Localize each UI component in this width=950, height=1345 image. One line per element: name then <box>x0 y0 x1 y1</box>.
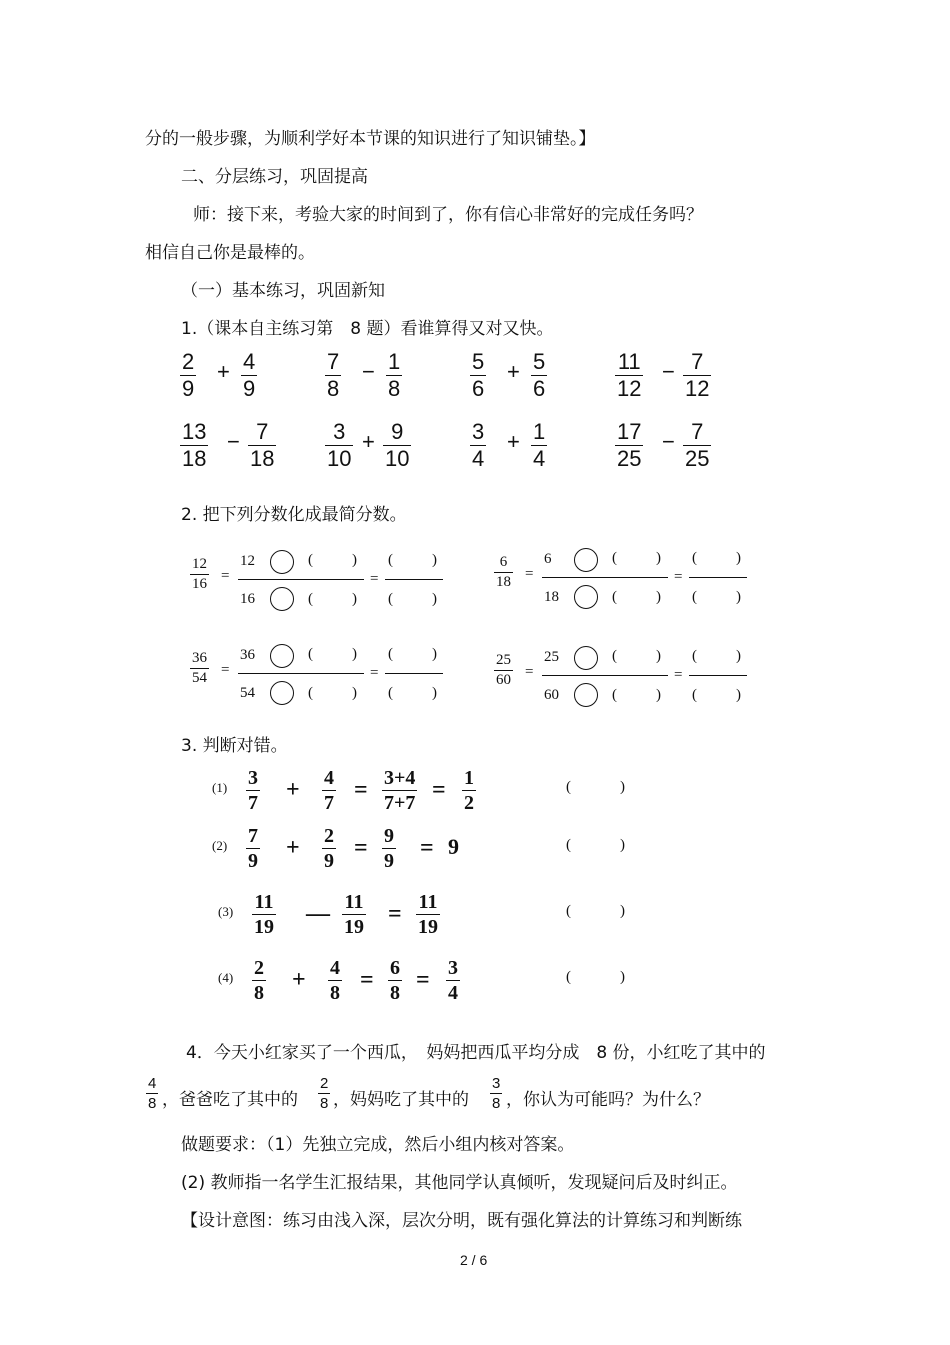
blank-circle-top <box>270 644 294 668</box>
equals-sign: = <box>360 967 374 993</box>
denominator: 18 <box>496 574 511 590</box>
fraction-b <box>386 351 402 400</box>
operator: + <box>362 429 375 454</box>
equals-sign: = <box>388 901 402 927</box>
numerator: 3+4 <box>384 767 416 789</box>
answer-right-paren: ) <box>620 903 625 919</box>
fraction-bar <box>388 980 402 981</box>
right-paren: ) <box>352 646 357 662</box>
numerator: 5 <box>533 349 546 374</box>
fraction-b <box>342 892 366 937</box>
denominator: 19 <box>418 916 438 938</box>
requirement-1: 做题要求：（1）先独立完成，然后小组内核对答案。 <box>181 1135 575 1155</box>
numerator: 6 <box>499 554 508 570</box>
left-paren: ( <box>388 685 393 701</box>
right-paren: ) <box>352 591 357 607</box>
left-paren: ( <box>388 591 393 607</box>
numerator: 6 <box>390 957 400 979</box>
fraction-bar <box>416 914 440 915</box>
text-question: ，你认为可能吗？为什么？ <box>506 1090 710 1110</box>
fraction-bar <box>246 790 260 791</box>
denominator: 8 <box>388 376 401 401</box>
text-dad: ，爸爸吃了其中的 <box>162 1090 298 1110</box>
answer-bar <box>689 577 747 578</box>
right-paren: ) <box>736 589 741 605</box>
fraction-b <box>241 351 257 400</box>
item-label: (4) <box>218 970 234 985</box>
equals-sign: = <box>354 835 368 861</box>
fraction-b <box>683 351 711 400</box>
operator: + <box>292 967 306 993</box>
given-fraction <box>190 557 209 592</box>
denominator: 7+7 <box>384 792 416 814</box>
numerator: 3 <box>492 1075 501 1092</box>
fraction-bar <box>382 790 417 791</box>
denominator: 54 <box>240 685 255 701</box>
denominator: 9 <box>324 850 334 872</box>
right-paren: ) <box>656 687 661 703</box>
left-paren: ( <box>612 589 617 605</box>
middle-fraction <box>382 768 417 813</box>
numerator: 36 <box>240 647 255 663</box>
denominator: 8 <box>327 376 340 401</box>
equals-sign: = <box>674 667 683 683</box>
fraction-a <box>325 351 341 400</box>
fraction-a <box>252 958 266 1003</box>
blank-circle-bottom <box>574 585 598 609</box>
right-paren: ) <box>352 552 357 568</box>
fraction-bar <box>252 914 276 915</box>
question-4-text: 4．今天小红家买了一个西瓜， 妈妈把西瓜平均分成 8 份，小红吃了其中的 <box>186 1043 766 1063</box>
fraction-b <box>531 421 547 470</box>
answer-left-paren: ( <box>566 903 571 919</box>
numerator: 13 <box>182 419 207 444</box>
denominator: 6 <box>533 376 546 401</box>
result-fraction <box>446 958 460 1003</box>
fraction-b <box>531 351 547 400</box>
equals-sign: = <box>416 967 430 993</box>
fraction-bar <box>190 574 209 575</box>
denominator: 18 <box>544 589 559 605</box>
denominator: 9 <box>243 376 256 401</box>
fraction-b <box>383 421 411 470</box>
fraction-a <box>615 421 643 470</box>
section-heading-practice: 二、分层练习，巩固提高 <box>181 167 368 187</box>
fraction-bar <box>246 848 260 849</box>
numerator: 9 <box>391 419 404 444</box>
denominator: 10 <box>385 446 410 471</box>
numerator: 25 <box>496 652 511 668</box>
middle-fraction <box>416 892 440 937</box>
left-paren: ( <box>692 687 697 703</box>
blank-circle-bottom <box>574 683 598 707</box>
numerator: 36 <box>192 650 207 666</box>
numerator: 4 <box>243 349 256 374</box>
right-paren: ) <box>432 591 437 607</box>
denominator: 10 <box>327 446 352 471</box>
denominator: 60 <box>496 672 511 688</box>
denominator: 8 <box>320 1095 329 1112</box>
answer-left-paren: ( <box>566 969 571 985</box>
blank-circle-top <box>574 646 598 670</box>
equals-sign: = <box>354 777 368 803</box>
denominator: 9 <box>384 850 394 872</box>
operator: + <box>286 777 300 803</box>
denominator: 2 <box>464 792 474 814</box>
blank-circle-top <box>270 550 294 574</box>
denominator: 8 <box>330 982 340 1004</box>
equals-sign: = <box>370 665 379 681</box>
numerator: 2 <box>254 957 264 979</box>
denominator: 7 <box>248 792 258 814</box>
numerator: 7 <box>327 349 340 374</box>
fraction-a <box>325 421 353 470</box>
answer-left-paren: ( <box>566 779 571 795</box>
middle-fraction <box>388 958 402 1003</box>
operator: — <box>306 901 330 927</box>
left-paren: ( <box>308 646 313 662</box>
denominator: 4 <box>448 982 458 1004</box>
numerator: 2 <box>320 1075 329 1092</box>
right-paren: ) <box>656 550 661 566</box>
fraction-b <box>683 421 711 470</box>
denominator: 6 <box>472 376 485 401</box>
operator: + <box>507 429 520 454</box>
fraction-b <box>328 958 342 1003</box>
text-mom: ，妈妈吃了其中的 <box>333 1090 469 1110</box>
right-paren: ) <box>352 685 357 701</box>
design-intent: 【设计意图：练习由浅入深，层次分明，既有强化算法的计算练习和判断练 <box>181 1211 742 1231</box>
denominator: 16 <box>192 576 207 592</box>
denominator: 12 <box>617 376 642 401</box>
numerator: 3 <box>333 419 346 444</box>
numerator: 11 <box>418 891 438 913</box>
fraction-a <box>470 421 486 470</box>
blank-circle-bottom <box>270 681 294 705</box>
left-paren: ( <box>308 685 313 701</box>
denominator: 25 <box>685 446 710 471</box>
equals-sign: = <box>525 566 534 582</box>
fraction-bar <box>322 790 336 791</box>
left-paren: ( <box>612 648 617 664</box>
question-1-heading: 1.（课本自主练习第 8 题）看谁算得又对又快。 <box>181 319 554 339</box>
numerator: 12 <box>240 553 255 569</box>
equals-sign: = <box>525 664 534 680</box>
item-label: (2) <box>212 838 228 853</box>
fraction-mom <box>490 1076 502 1111</box>
answer-left-paren: ( <box>566 837 571 853</box>
left-paren: ( <box>308 552 313 568</box>
numerator: 11 <box>254 891 274 913</box>
denominator: 25 <box>617 446 642 471</box>
denominator: 4 <box>472 446 485 471</box>
operator: + <box>217 359 230 384</box>
requirement-2: (2) 教师指一名学生汇报结果，其他同学认真倾听，发现疑问后及时纠正。 <box>181 1173 738 1193</box>
fraction-bar <box>328 980 342 981</box>
numerator: 5 <box>472 349 485 374</box>
numerator: 9 <box>384 825 394 847</box>
fraction-bar <box>190 668 209 669</box>
numerator: 1 <box>533 419 546 444</box>
fraction-a <box>615 351 643 400</box>
fraction-bar <box>322 848 336 849</box>
fraction-bar <box>342 914 366 915</box>
numerator: 4 <box>324 767 334 789</box>
denominator: 9 <box>248 850 258 872</box>
numerator: 7 <box>691 349 704 374</box>
right-paren: ) <box>432 552 437 568</box>
right-paren: ) <box>432 685 437 701</box>
denominator: 19 <box>344 916 364 938</box>
given-fraction <box>494 653 513 688</box>
right-paren: ) <box>736 550 741 566</box>
numerator: 7 <box>691 419 704 444</box>
fraction-b <box>322 768 336 813</box>
equals-sign: = <box>432 777 446 803</box>
fraction-bar <box>494 670 513 671</box>
denominator: 60 <box>544 687 559 703</box>
subsection-heading-basic: （一）基本练习，巩固新知 <box>181 281 385 301</box>
denominator: 16 <box>240 591 255 607</box>
denominator: 8 <box>148 1095 157 1112</box>
right-paren: ) <box>656 589 661 605</box>
item-label: (3) <box>218 904 234 919</box>
left-paren: ( <box>692 550 697 566</box>
operator: − <box>662 359 675 384</box>
answer-right-paren: ) <box>620 779 625 795</box>
denominator: 8 <box>390 982 400 1004</box>
denominator: 54 <box>192 670 207 686</box>
numerator: 2 <box>182 349 195 374</box>
fraction-xiaohong <box>146 1076 158 1111</box>
denominator: 12 <box>685 376 710 401</box>
fraction-bar <box>252 980 266 981</box>
operator: − <box>662 429 675 454</box>
page-number: 2 / 6 <box>460 1252 488 1268</box>
numerator: 4 <box>330 957 340 979</box>
fraction-bar <box>382 848 396 849</box>
left-paren: ( <box>612 687 617 703</box>
right-paren: ) <box>656 648 661 664</box>
teacher-line-continued: 相信自己你是最棒的。 <box>145 243 315 263</box>
operator: + <box>507 359 520 384</box>
denominator: 19 <box>254 916 274 938</box>
answer-bar <box>385 579 443 580</box>
fraction-a <box>246 826 260 871</box>
equals-sign: = <box>221 568 230 584</box>
denominator: 8 <box>254 982 264 1004</box>
denominator: 7 <box>324 792 334 814</box>
question-3-heading: 3. 判断对错。 <box>181 736 288 756</box>
operator: − <box>362 359 375 384</box>
fraction-bar <box>542 675 668 676</box>
numerator: 1 <box>388 349 401 374</box>
fraction-bar <box>238 579 364 580</box>
equals-sign: = <box>420 835 434 861</box>
fraction-a <box>246 768 260 813</box>
blank-circle-top <box>574 548 598 572</box>
result-fraction <box>462 768 476 813</box>
operator: + <box>286 835 300 861</box>
answer-right-paren: ) <box>620 969 625 985</box>
denominator: 18 <box>250 446 275 471</box>
fraction-a <box>470 351 486 400</box>
numerator: 2 <box>324 825 334 847</box>
item-label: (1) <box>212 780 228 795</box>
denominator: 8 <box>492 1095 501 1112</box>
numerator: 7 <box>256 419 269 444</box>
answer-bar <box>689 675 747 676</box>
fraction-dad <box>318 1076 330 1111</box>
fraction-bar <box>318 1093 330 1094</box>
denominator: 4 <box>533 446 546 471</box>
teacher-line: 师：接下来，考验大家的时间到了，你有信心非常好的完成任务吗？ <box>193 205 703 225</box>
numerator: 7 <box>248 825 258 847</box>
operator: − <box>227 429 240 454</box>
fraction-bar <box>494 572 513 573</box>
fraction-a <box>180 421 208 470</box>
left-paren: ( <box>692 648 697 664</box>
denominator: 9 <box>182 376 195 401</box>
numerator: 6 <box>544 551 552 567</box>
equals-sign: = <box>370 571 379 587</box>
numerator: 25 <box>544 649 559 665</box>
middle-fraction <box>382 826 396 871</box>
given-fraction <box>494 555 513 590</box>
numerator: 4 <box>148 1075 157 1092</box>
left-paren: ( <box>612 550 617 566</box>
fraction-bar <box>238 673 364 674</box>
fraction-bar <box>446 980 460 981</box>
fraction-a <box>252 892 276 937</box>
fraction-b <box>248 421 276 470</box>
right-paren: ) <box>736 648 741 664</box>
text-line-intro-end: 分的一般步骤，为顺利学好本节课的知识进行了知识铺垫。】 <box>145 129 596 149</box>
blank-circle-bottom <box>270 587 294 611</box>
numerator: 17 <box>617 419 642 444</box>
fraction-a <box>180 351 196 400</box>
left-paren: ( <box>388 552 393 568</box>
fraction-bar <box>490 1093 502 1094</box>
numerator: 11 <box>344 891 364 913</box>
left-paren: ( <box>308 591 313 607</box>
result-value: 9 <box>448 834 459 859</box>
equals-sign: = <box>221 662 230 678</box>
numerator: 3 <box>472 419 485 444</box>
fraction-bar <box>462 790 476 791</box>
left-paren: ( <box>388 646 393 662</box>
right-paren: ) <box>432 646 437 662</box>
answer-bar <box>385 673 443 674</box>
fraction-b <box>322 826 336 871</box>
numerator: 3 <box>248 767 258 789</box>
right-paren: ) <box>736 687 741 703</box>
left-paren: ( <box>692 589 697 605</box>
numerator: 1 <box>464 767 474 789</box>
numerator: 12 <box>192 556 207 572</box>
answer-right-paren: ) <box>620 837 625 853</box>
numerator: 11 <box>617 349 641 374</box>
question-2-heading: 2. 把下列分数化成最简分数。 <box>181 505 407 525</box>
fraction-bar <box>146 1093 158 1094</box>
equals-sign: = <box>674 569 683 585</box>
fraction-bar <box>542 577 668 578</box>
numerator: 3 <box>448 957 458 979</box>
denominator: 18 <box>182 446 207 471</box>
given-fraction <box>190 651 209 686</box>
